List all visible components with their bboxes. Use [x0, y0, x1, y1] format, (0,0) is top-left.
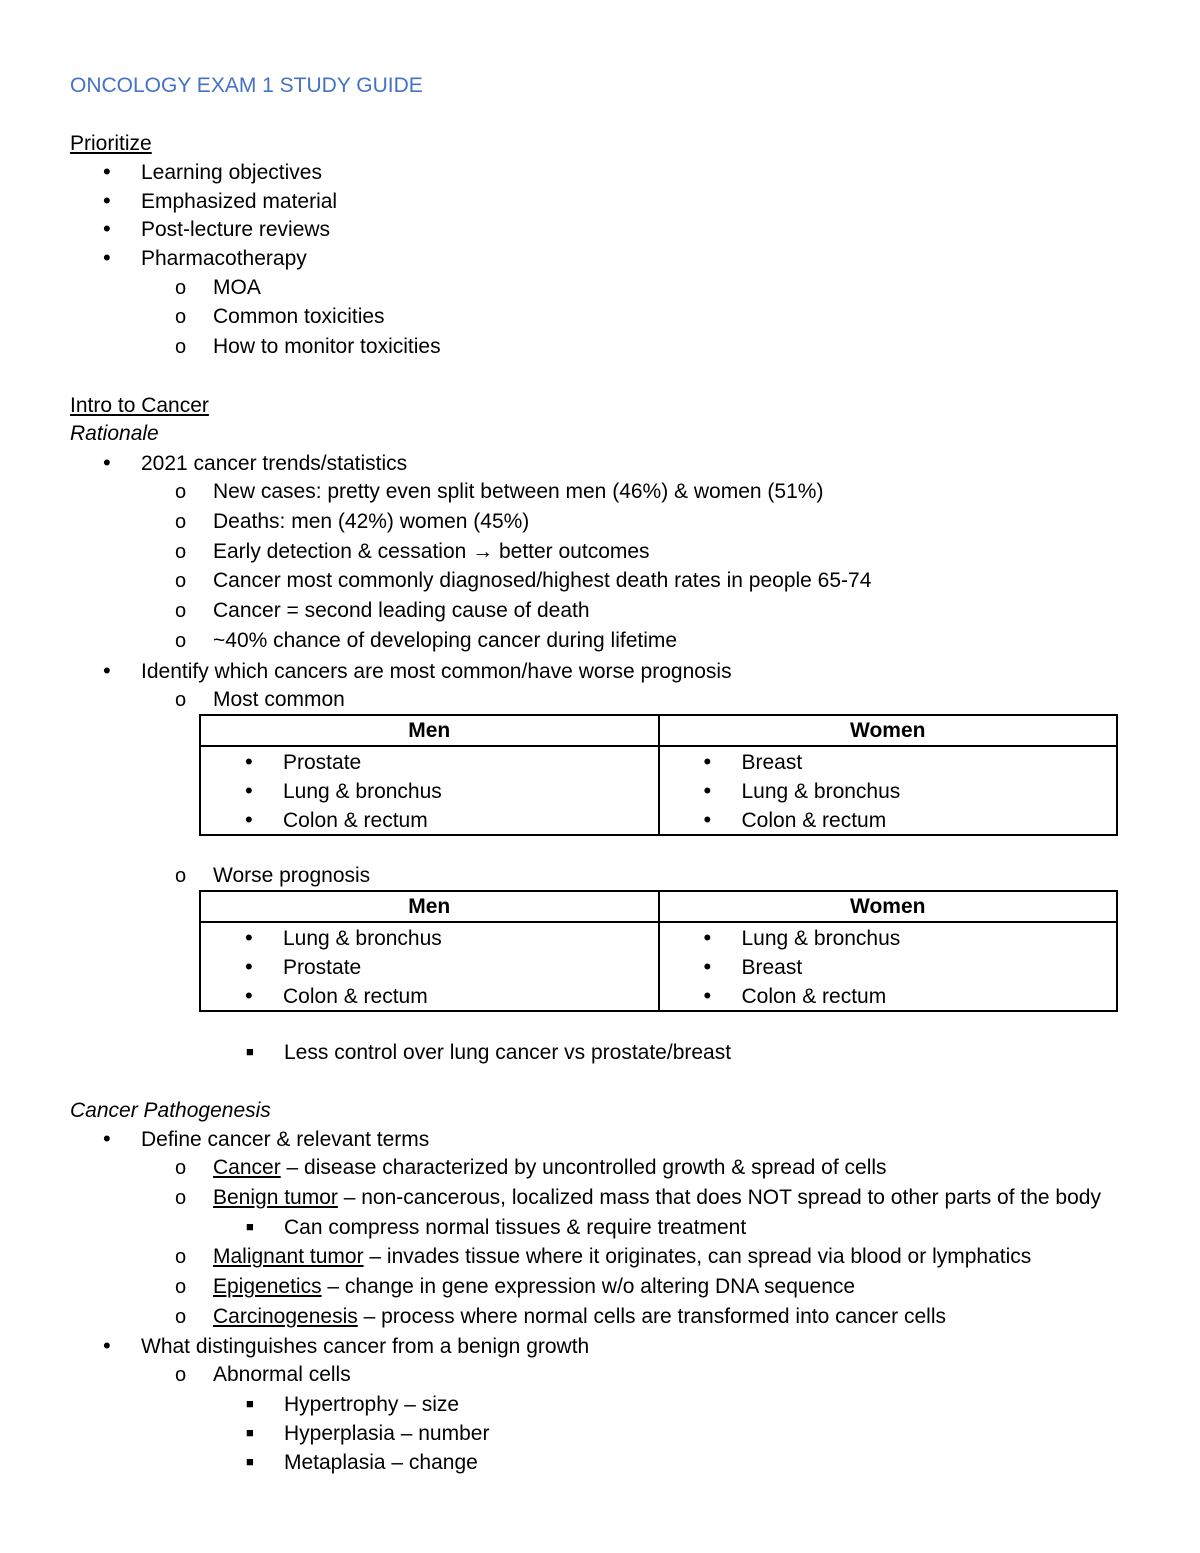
circle-bullet-icon: o	[175, 689, 187, 711]
list-item: ■ Hypertrophy – size	[246, 1393, 460, 1416]
list-item: ■ Hyperplasia – number	[246, 1422, 490, 1445]
list-item: o Deaths: men (42%) women (45%)	[175, 510, 530, 533]
circle-bullet-icon: o	[175, 481, 187, 503]
list-item: o Cancer – disease characterized by uncontrolled growth & spread of cells	[175, 1156, 887, 1179]
list-item: • Colon & rectum	[703, 807, 887, 832]
subheading-pathogenesis: Cancer Pathogenesis	[70, 1099, 271, 1122]
list-item: • 2021 cancer trends/statistics	[103, 450, 408, 475]
list-item: o Cancer most commonly diagnosed/highest death rates in people 65-74	[175, 569, 872, 592]
list-item: • Lung & bronchus	[245, 925, 442, 950]
term: Cancer	[213, 1156, 281, 1179]
circle-bullet-icon: o	[175, 1306, 187, 1328]
bullet-icon: •	[245, 954, 253, 979]
circle-bullet-icon: o	[175, 865, 187, 887]
list-item: o Carcinogenesis – process where normal cells are transformed into cancer cells	[175, 1305, 946, 1328]
square-bullet-icon: ■	[246, 1425, 254, 1440]
list-item: • Post-lecture reviews	[103, 216, 331, 241]
term: Malignant tumor	[213, 1245, 364, 1268]
bullet-icon: •	[245, 778, 253, 803]
list-item: • Emphasized material	[103, 188, 338, 213]
bullet-icon: •	[103, 1333, 111, 1358]
circle-bullet-icon: o	[175, 630, 187, 652]
square-bullet-icon: ■	[246, 1219, 254, 1234]
list-item: o Worse prognosis	[175, 864, 371, 887]
bullet-icon: •	[703, 925, 712, 950]
list-item: • Colon & rectum	[245, 807, 428, 832]
square-bullet-icon: ■	[246, 1454, 254, 1469]
circle-bullet-icon: o	[175, 511, 187, 533]
bullet-icon: •	[245, 925, 253, 950]
table-cell-men	[200, 746, 659, 835]
bullet-icon: •	[103, 159, 111, 184]
list-item: o Most common	[175, 688, 345, 711]
bullet-icon: •	[103, 450, 111, 475]
circle-bullet-icon: o	[175, 1276, 187, 1298]
circle-bullet-icon: o	[175, 306, 187, 328]
subheading-rationale: Rationale	[70, 422, 159, 445]
square-bullet-icon: ■	[246, 1396, 254, 1411]
table-header-women: Women	[659, 891, 1118, 922]
square-bullet-icon: ■	[246, 1044, 254, 1059]
circle-bullet-icon: o	[175, 1157, 187, 1179]
table-header-men: Men	[200, 715, 659, 746]
bullet-icon: •	[103, 245, 111, 270]
most-common-table	[199, 714, 1118, 836]
bullet-icon: •	[703, 778, 712, 803]
list-item: • Breast	[703, 749, 803, 774]
table-cell-women	[659, 922, 1118, 1011]
circle-bullet-icon: o	[175, 336, 187, 358]
list-item: • Breast	[703, 954, 803, 979]
list-item: • Identify which cancers are most common/have worse prognosis	[103, 658, 732, 683]
bullet-icon: •	[245, 749, 253, 774]
table-header-men: Men	[200, 891, 659, 922]
section-heading-intro: Intro to Cancer	[70, 394, 209, 417]
list-item: o Malignant tumor – invades tissue where it originates, can spread via blood or lymphatics	[175, 1245, 1032, 1268]
term: Carcinogenesis	[213, 1305, 358, 1328]
list-item: ■ Metaplasia – change	[246, 1451, 478, 1474]
list-item: • Prostate	[245, 749, 362, 774]
bullet-icon: •	[703, 983, 712, 1008]
circle-bullet-icon: o	[175, 541, 187, 563]
bullet-icon: •	[245, 807, 253, 832]
list-item: • Pharmacotherapy	[103, 245, 307, 270]
list-item: • Colon & rectum	[245, 983, 428, 1008]
bullet-icon: •	[703, 807, 712, 832]
bullet-icon: •	[103, 658, 111, 683]
circle-bullet-icon: o	[175, 277, 187, 299]
list-item: o Early detection & cessation → better outcomes	[175, 540, 650, 563]
list-item: • Colon & rectum	[703, 983, 887, 1008]
list-item: • Lung & bronchus	[703, 925, 901, 950]
list-item: o Common toxicities	[175, 305, 385, 328]
list-item: • What distinguishes cancer from a benign growth	[103, 1333, 590, 1358]
list-item: • Lung & bronchus	[703, 778, 901, 803]
table-header-women: Women	[659, 715, 1118, 746]
list-item: • Lung & bronchus	[245, 778, 442, 803]
bullet-icon: •	[103, 1126, 111, 1151]
section-heading-prioritize: Prioritize	[70, 132, 152, 155]
circle-bullet-icon: o	[175, 1187, 187, 1209]
list-item: o Benign tumor – non-cancerous, localized mass that does NOT spread to other parts of the body	[175, 1186, 1101, 1209]
bullet-icon: •	[703, 954, 712, 979]
term: Benign tumor	[213, 1186, 338, 1209]
table-cell-women	[659, 746, 1118, 835]
list-item: • Define cancer & relevant terms	[103, 1126, 430, 1151]
list-item: • Prostate	[245, 954, 362, 979]
list-item: o Abnormal cells	[175, 1363, 351, 1386]
worse-prognosis-table	[199, 890, 1118, 1012]
circle-bullet-icon: o	[175, 1246, 187, 1268]
list-item: ■ Can compress normal tissues & require treatment	[246, 1216, 747, 1239]
list-item: ■ Less control over lung cancer vs prostate/breast	[246, 1041, 732, 1064]
bullet-icon: •	[103, 216, 111, 241]
list-item: o ~40% chance of developing cancer during lifetime	[175, 629, 678, 652]
bullet-icon: •	[245, 983, 253, 1008]
list-item: o Epigenetics – change in gene expression w/o altering DNA sequence	[175, 1275, 856, 1298]
list-item: o How to monitor toxicities	[175, 335, 441, 358]
term: Epigenetics	[213, 1275, 322, 1298]
list-item: o Cancer = second leading cause of death	[175, 599, 590, 622]
circle-bullet-icon: o	[175, 600, 187, 622]
circle-bullet-icon: o	[175, 570, 187, 592]
list-item: o New cases: pretty even split between men (46%) & women (51%)	[175, 480, 824, 503]
list-item: • Learning objectives	[103, 159, 322, 184]
table-cell-men	[200, 922, 659, 1011]
bullet-icon: •	[703, 749, 712, 774]
list-item: o MOA	[175, 276, 261, 299]
document-title: ONCOLOGY EXAM 1 STUDY GUIDE	[70, 74, 423, 97]
bullet-icon: •	[103, 188, 111, 213]
circle-bullet-icon: o	[175, 1364, 187, 1386]
